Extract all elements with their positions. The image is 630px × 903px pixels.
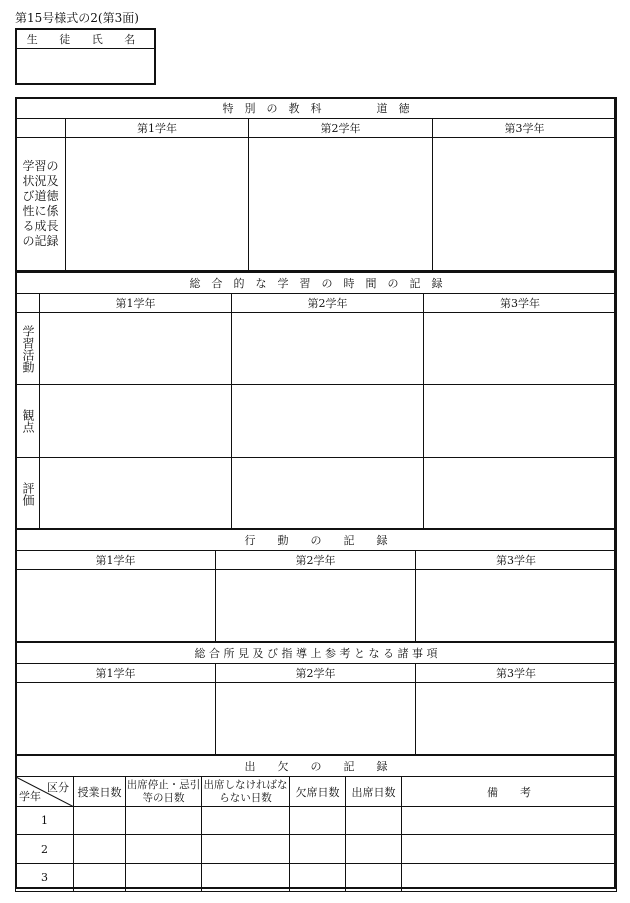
moral-cell-year-3[interactable] [433,138,617,271]
moral-cell-year-1[interactable] [66,138,249,271]
moral-year-3: 第3学年 [433,119,617,138]
form-title: 第15号様式の2(第3面) [15,11,139,25]
remarks-title: 総 合 所 見 及 び 指 導 上 参 考 と な る 諸 事 項 [16,642,617,664]
attendance-cell[interactable] [126,807,202,835]
attendance-header-required: 出席しなければならない日数 [202,777,290,807]
remarks-cell-year-1[interactable] [16,683,216,756]
attendance-cell[interactable] [202,807,290,835]
attendance-cell[interactable] [202,864,290,892]
integrated-activity-year-3[interactable] [424,313,617,385]
integrated-viewpoint-year-1[interactable] [40,385,232,458]
moral-row-label [16,138,66,271]
moral-label-line: 学習の [22,159,59,173]
attendance-cell[interactable] [202,835,290,864]
student-name-field[interactable] [16,49,155,85]
integrated-row-viewpoint: 観点 [21,409,35,433]
attendance-cell[interactable] [74,864,126,892]
moral-year-1: 第1学年 [66,119,249,138]
integrated-year-2: 第2学年 [232,294,424,313]
attendance-cell[interactable] [126,835,202,864]
behavior-year-1: 第1学年 [16,551,216,570]
moral-label-line: び道徳 [22,189,59,203]
behavior-year-3: 第3学年 [416,551,617,570]
attendance-cell[interactable] [126,864,202,892]
attendance-cell[interactable] [346,864,402,892]
integrated-title: 総 合 的 な 学 習 の 時 間 の 記 録 [16,272,617,294]
attendance-cell[interactable] [346,835,402,864]
behavior-section [15,528,617,643]
moral-label-line: 状況及 [22,174,59,188]
integrated-activity-year-2[interactable] [232,313,424,385]
attendance-cell[interactable] [290,835,346,864]
attendance-cell[interactable] [74,807,126,835]
moral-year-2: 第2学年 [249,119,433,138]
attendance-header-present: 出席日数 [346,777,402,807]
integrated-year-1: 第1学年 [40,294,232,313]
behavior-title: 行 動 の 記 録 [16,529,617,551]
behavior-cell-year-3[interactable] [416,570,617,643]
moral-title: 特 別 の 教 科 道 徳 [16,98,617,119]
attendance-header-notes: 備 考 [402,777,617,807]
integrated-viewpoint-year-3[interactable] [424,385,617,458]
moral-section [15,97,617,271]
integrated-year-3: 第3学年 [424,294,617,313]
attendance-corner-cell [16,777,74,807]
attendance-corner-grade: 学年 [19,790,41,803]
student-name-label: 生 徒 氏 名 [16,29,155,49]
attendance-cell[interactable] [290,807,346,835]
attendance-cell[interactable] [402,835,617,864]
moral-label-line: の記録 [22,234,59,248]
attendance-cell[interactable] [74,835,126,864]
attendance-header-absent: 欠席日数 [290,777,346,807]
remarks-section [15,641,617,756]
moral-cell-year-2[interactable] [249,138,433,271]
behavior-year-2: 第2学年 [216,551,416,570]
behavior-cell-year-2[interactable] [216,570,416,643]
attendance-cell[interactable] [290,864,346,892]
attendance-title: 出 欠 の 記 録 [16,755,617,777]
attendance-section [15,754,617,892]
moral-label-line: る成長 [22,219,59,233]
attendance-header-school-days: 授業日数 [74,777,126,807]
remarks-year-3: 第3学年 [416,664,617,683]
integrated-section [15,271,617,530]
integrated-viewpoint-year-2[interactable] [232,385,424,458]
remarks-cell-year-3[interactable] [416,683,617,756]
attendance-grade-2: 2 [16,835,74,864]
behavior-cell-year-1[interactable] [16,570,216,643]
attendance-cell[interactable] [402,864,617,892]
remarks-cell-year-2[interactable] [216,683,416,756]
remarks-year-1: 第1学年 [16,664,216,683]
attendance-grade-1: 1 [16,807,74,835]
integrated-row-evaluation: 評価 [21,481,35,506]
integrated-evaluation-year-3[interactable] [424,458,617,530]
remarks-year-2: 第2学年 [216,664,416,683]
integrated-activity-year-1[interactable] [40,313,232,385]
attendance-cell[interactable] [402,807,617,835]
attendance-header-suspension: 出席停止・忌引等の日数 [126,777,202,807]
integrated-evaluation-year-1[interactable] [40,458,232,530]
attendance-grade-3: 3 [16,864,74,892]
moral-label-line: 性に係 [22,204,59,218]
integrated-row-activity: 学習活動 [21,324,35,373]
student-name-box [15,28,156,85]
integrated-evaluation-year-2[interactable] [232,458,424,530]
attendance-corner-category: 区分 [47,781,69,794]
attendance-cell[interactable] [346,807,402,835]
